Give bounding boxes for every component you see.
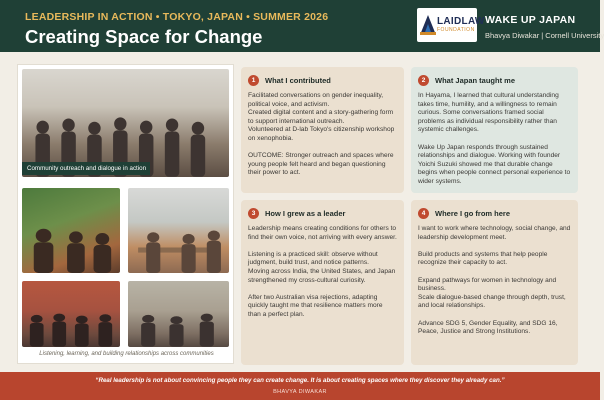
card-paragraph: Build products and systems that help people recognize their capacity to act. [418, 250, 548, 267]
card-paragraph: Expand pathways for women in technology and business. Scale dialogue-based change through depth, trust, and local relationships. [418, 276, 566, 310]
card-paragraph: I want to work where technology, social change, and leadership development meet. [418, 225, 571, 241]
group-photo [22, 69, 229, 177]
card-number-badge: 2 [418, 75, 429, 86]
card-body [418, 92, 571, 187]
laidlaw-logo [417, 8, 485, 42]
card-what-i-contributed [241, 67, 404, 193]
card-paragraph: In Hayama, I learned that cultural understanding takes time, humility, and a willingness to remain curious. Some conversations framed social problems as individual responsibility rather than systemic challenges. [418, 92, 559, 134]
card-where-i-go [411, 200, 578, 365]
page-title: Creating Space for Change [25, 26, 263, 47]
card-number-badge: 4 [418, 208, 429, 219]
logo-subtext: FOUNDATION [437, 27, 475, 33]
card-body [248, 225, 397, 320]
card-title: What I contributed [265, 76, 331, 85]
author-byline: Bhavya Diwakar | Cornell University [485, 31, 604, 40]
card-number-badge: 3 [248, 208, 259, 219]
selfie-people-silhouettes [22, 222, 120, 273]
card-paragraph: Leadership means creating conditions for others to find their own voice, not arriving with every answer. [248, 225, 397, 241]
eyebrow-text: LEADERSHIP IN ACTION • TOKYO, JAPAN • SUMMER 2026 [25, 11, 329, 23]
workshop-photo [128, 188, 229, 273]
classroom-photo [128, 281, 229, 347]
classroom-people-silhouettes [128, 307, 229, 347]
footer-quote: “Real leadership is not about convincing people they can create change. It is about creating spaces where they discover they already can.” [95, 377, 505, 384]
workshop-people-silhouettes [128, 222, 229, 273]
logo-wordmark: LAIDLAW [437, 16, 485, 27]
card-title: What Japan taught me [435, 76, 516, 85]
header-bar [0, 0, 604, 52]
card-paragraph: Wake Up Japan responds through sustained relationships and dialogue. Working with founder Yoichi Suzuki showed me that durable change begins when people connect personal experience to wider systems. [418, 143, 571, 185]
card-paragraph: Facilitated conversations on gender inequality, political voice, and activism. Created digital content and a story-gathering form to support international outreach. Volunteered at D-lab Tokyo's citizenship workshop on xenophobia. [248, 92, 395, 142]
card-title: Where I go from here [435, 209, 511, 218]
photo-collage [17, 64, 234, 364]
collage-caption: Listening, learning, and building relationships across communities [39, 351, 214, 357]
card-number-badge: 1 [248, 75, 259, 86]
organization-name: WAKE UP JAPAN [485, 14, 576, 26]
dinner-people-silhouettes [22, 307, 120, 347]
card-paragraph: After two Australian visa rejections, adapting quickly taught me that resilience matters more than a perfect plan. [248, 293, 383, 318]
card-paragraph: Advance SDG 5, Gender Equality, and SDG 16, Peace, Justice and Strong Institutions. [418, 319, 558, 336]
card-title: How I grew as a leader [265, 209, 346, 218]
selfie-photo [22, 188, 120, 273]
card-how-i-grew [241, 200, 404, 365]
card-what-japan-taught-me [411, 67, 578, 193]
footer-quote-bar [0, 372, 600, 400]
card-paragraph: OUTCOME: Stronger outreach and spaces where young people felt heard and began questioning their power to act. [248, 152, 394, 177]
dinner-photo [22, 281, 120, 347]
quote-author: BHAVYA DIWAKAR [273, 389, 327, 395]
card-body [418, 225, 571, 337]
photo-tag: Community outreach and dialogue in action [22, 162, 150, 175]
laidlaw-mark-icon [420, 15, 436, 35]
card-body [248, 92, 397, 178]
card-paragraph: Listening is a practiced skill: observe without judgment, build trust, and notice patterns. Moving across India, the United States, and Japan strengthened my cross-cultural curiosity. [248, 250, 396, 284]
